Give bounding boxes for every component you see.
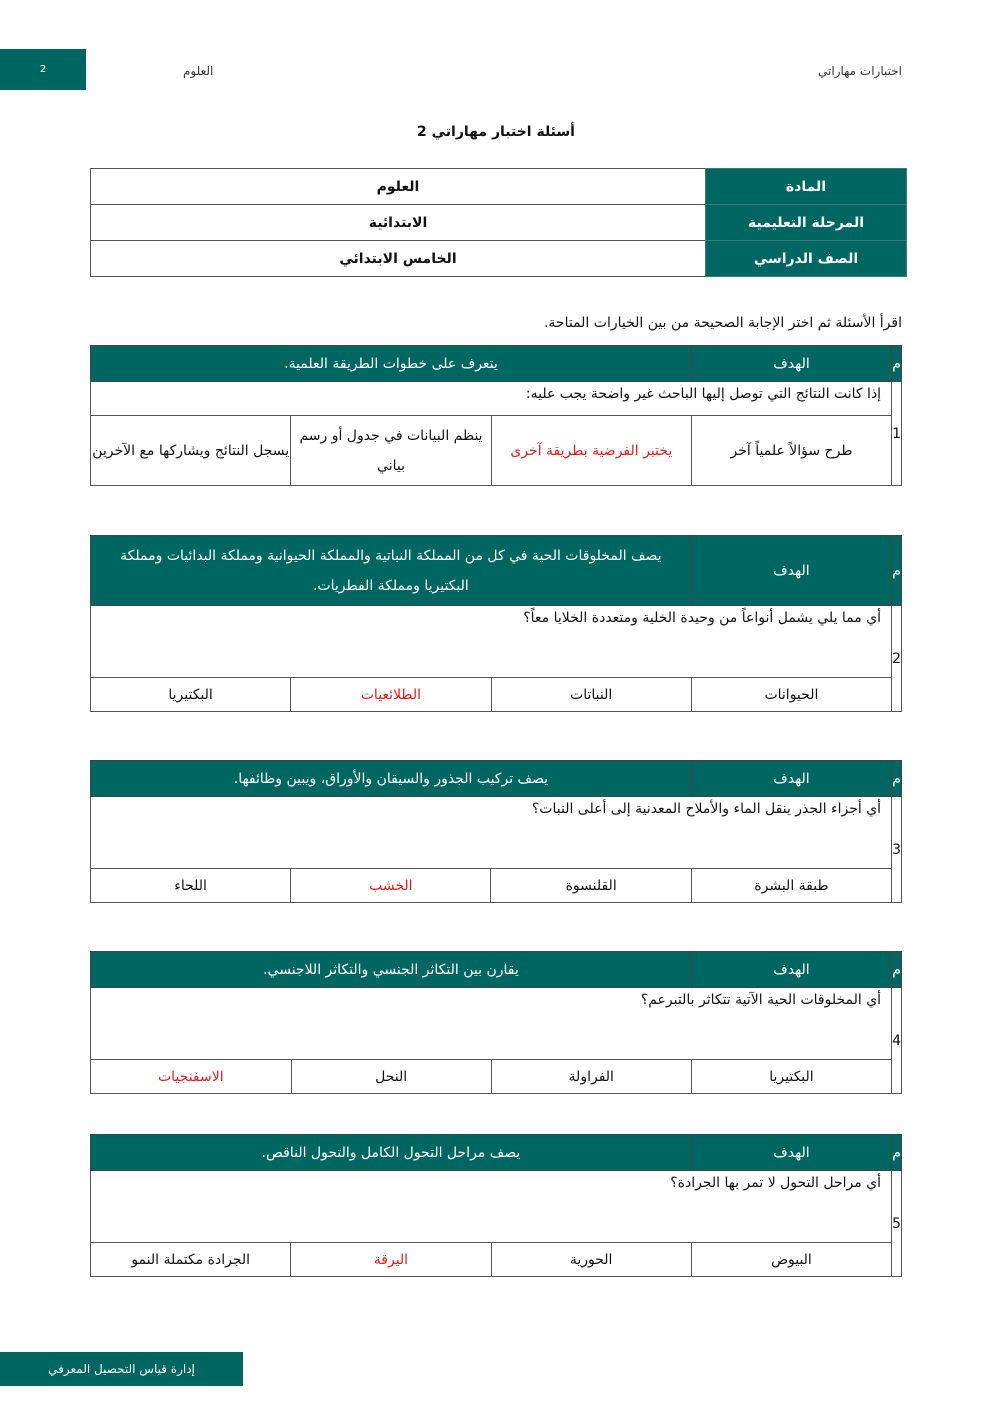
question-goal: يصف مراحل التحول الكامل والتحول الناقص. bbox=[91, 1135, 692, 1171]
answer-option: البكتيريا bbox=[91, 678, 291, 712]
options-row bbox=[91, 678, 902, 712]
answer-option: الفراولة bbox=[491, 1060, 691, 1094]
question-goal: يصف المخلوقات الحية في كل من المملكة النباتية والمملكة الحيوانية ومملكة البدائيات ومملكة البكتيريا ومملكة الفطريات. bbox=[91, 536, 692, 606]
info-label: الصف الدراسي bbox=[706, 241, 907, 277]
question-table bbox=[90, 345, 902, 486]
question-stem-row bbox=[91, 988, 902, 1060]
answer-option: البكتيريا bbox=[691, 1060, 891, 1094]
number-column-label: م bbox=[892, 952, 902, 988]
goal-column-label: الهدف bbox=[691, 761, 891, 797]
question-table bbox=[90, 951, 902, 1094]
options-row bbox=[91, 869, 902, 903]
question-stem-row bbox=[91, 797, 902, 869]
info-table bbox=[90, 168, 907, 277]
goal-column-label: الهدف bbox=[691, 346, 891, 382]
answer-option: طرح سؤالاً علمياً آخر bbox=[691, 416, 891, 486]
number-column-label: م bbox=[892, 761, 902, 797]
goal-column-label: الهدف bbox=[691, 1135, 891, 1171]
question-stem: أي مما يلي يشمل أنواعاً من وحيدة الخلية ومتعددة الخلايا معاً؟ bbox=[91, 606, 892, 678]
info-label: المرحلة التعليمية bbox=[706, 205, 907, 241]
answer-option: الحيوانات bbox=[691, 678, 891, 712]
options-row bbox=[91, 1060, 902, 1094]
correct-option: الاسفنجيات bbox=[91, 1060, 292, 1094]
number-column-label: م bbox=[892, 346, 902, 382]
question-goal: يصف تركيب الجذور والسيقان والأوراق، ويبين وظائفها. bbox=[91, 761, 692, 797]
header-series-title: اختبارات مهاراتي bbox=[818, 64, 902, 78]
question-stem-row bbox=[91, 382, 902, 416]
correct-option: الطلائعيات bbox=[291, 678, 491, 712]
info-row bbox=[91, 205, 907, 241]
correct-option: اليرقة bbox=[291, 1243, 491, 1277]
answer-option: اللحاء bbox=[91, 869, 291, 903]
answer-option: ينظم البيانات في جدول أو رسم بياني bbox=[291, 416, 491, 486]
question-goal: يتعرف على خطوات الطريقة العلمية. bbox=[91, 346, 692, 382]
question-number: 1 bbox=[892, 382, 902, 486]
question-header-row bbox=[91, 952, 902, 988]
answer-option: البيوض bbox=[691, 1243, 891, 1277]
options-row bbox=[91, 416, 902, 486]
answer-option: يسجل النتائج ويشاركها مع الآخرين bbox=[91, 416, 291, 486]
number-column-label: م bbox=[892, 1135, 902, 1171]
question-header-row bbox=[91, 536, 902, 606]
question-header-row bbox=[91, 761, 902, 797]
answer-option: طبقة البشرة bbox=[691, 869, 891, 903]
question-stem-row bbox=[91, 606, 902, 678]
goal-column-label: الهدف bbox=[691, 536, 891, 606]
question-table bbox=[90, 535, 902, 712]
number-column-label: م bbox=[892, 536, 902, 606]
question-stem: أي المخلوقات الحية الآتية تتكاثر بالتبرعم؟ bbox=[91, 988, 892, 1060]
answer-option: القلنسوة bbox=[491, 869, 691, 903]
question-goal: يقارن بين التكاثر الجنسي والتكاثر اللاجنسي. bbox=[91, 952, 692, 988]
info-row bbox=[91, 169, 907, 205]
options-row bbox=[91, 1243, 902, 1277]
correct-option: الخشب bbox=[291, 869, 491, 903]
question-stem: إذا كانت النتائج التي توصل إليها الباحث غير واضحة يجب عليه: bbox=[91, 382, 892, 416]
question-table bbox=[90, 760, 902, 903]
info-value: الخامس الابتدائي bbox=[91, 241, 706, 277]
document-title: أسئلة اختبار مهاراتي 2 bbox=[417, 124, 575, 140]
question-number: 4 bbox=[892, 988, 902, 1094]
question-number: 5 bbox=[892, 1171, 902, 1277]
question-number: 2 bbox=[892, 606, 902, 712]
question-stem: أي مراحل التحول لا تمر بها الجرادة؟ bbox=[91, 1171, 892, 1243]
info-label: المادة bbox=[706, 169, 907, 205]
goal-column-label: الهدف bbox=[691, 952, 891, 988]
footer-department bbox=[0, 1352, 243, 1386]
question-number: 3 bbox=[892, 797, 902, 903]
page-number: 2 bbox=[39, 64, 47, 75]
question-stem: أي أجزاء الجذر ينقل الماء والأملاح المعدنية إلى أعلى النبات؟ bbox=[91, 797, 892, 869]
answer-option: الجرادة مكتملة النمو bbox=[91, 1243, 291, 1277]
answer-option: الحورية bbox=[491, 1243, 691, 1277]
question-header-row bbox=[91, 1135, 902, 1171]
question-stem-row bbox=[91, 1171, 902, 1243]
info-value: العلوم bbox=[91, 169, 706, 205]
question-header-row bbox=[91, 346, 902, 382]
info-row bbox=[91, 241, 907, 277]
info-value: الابتدائية bbox=[91, 205, 706, 241]
instructions: اقرأ الأسئلة ثم اختر الإجابة الصحيحة من بين الخيارات المتاحة. bbox=[543, 315, 902, 331]
answer-option: النحل bbox=[291, 1060, 491, 1094]
question-table bbox=[90, 1134, 902, 1277]
answer-option: النباتات bbox=[491, 678, 691, 712]
page-number-badge bbox=[0, 49, 86, 90]
footer-text: إدارة قياس التحصيل المعرفي bbox=[48, 1362, 195, 1376]
correct-option: يختبر الفرضية بطريقة آخرى bbox=[491, 416, 691, 486]
header-subject: العلوم bbox=[183, 64, 214, 78]
